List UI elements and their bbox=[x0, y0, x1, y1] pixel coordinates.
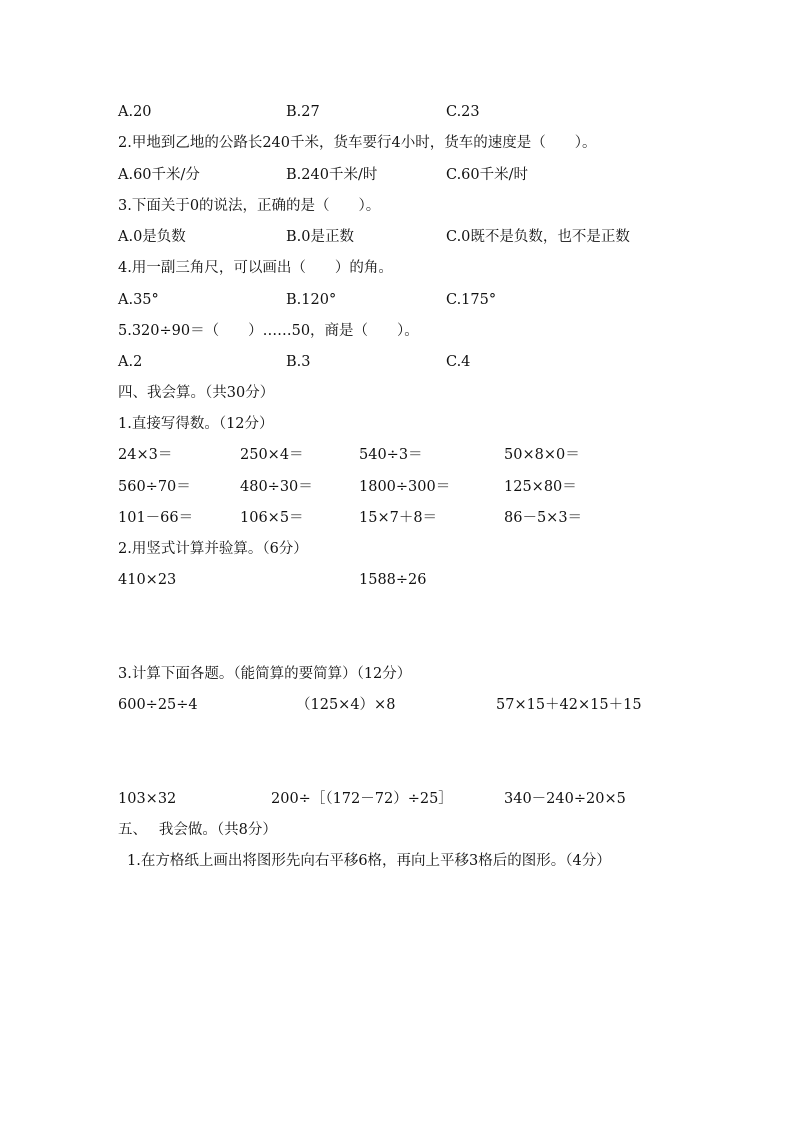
calc-item: 600÷25÷4 bbox=[118, 697, 198, 713]
calc-item: （125×4）×8 bbox=[296, 697, 396, 713]
calc-item: 57×15＋42×15＋15 bbox=[496, 697, 642, 713]
question-5: 5.320÷90＝（ ）……50，商是（ ）。 bbox=[118, 323, 419, 339]
subsection-heading: 1.在方格纸上画出将图形先向右平移6格，再向上平移3格后的图形。（4分） bbox=[127, 853, 611, 869]
calc-item: 340－240÷20×5 bbox=[504, 791, 626, 807]
question-3: 3.下面关于0的说法，正确的是（ ）。 bbox=[118, 198, 381, 214]
option-a: A.60千米/分 bbox=[118, 167, 200, 183]
option-c: C.175° bbox=[446, 292, 497, 308]
option-a: A.20 bbox=[118, 104, 152, 120]
calc-item: 200÷［（172－72）÷25］ bbox=[271, 791, 453, 807]
option-b: B.120° bbox=[286, 292, 337, 308]
mental-math-item: 101－66＝ bbox=[118, 510, 194, 526]
mental-math-item: 106×5＝ bbox=[240, 510, 304, 526]
question-4: 4.用一副三角尺，可以画出（ ）的角。 bbox=[118, 260, 393, 276]
mental-math-item: 540÷3＝ bbox=[359, 447, 423, 463]
option-c: C.4 bbox=[446, 354, 471, 370]
mental-math-item: 86－5×3＝ bbox=[504, 510, 583, 526]
mental-math-item: 50×8×0＝ bbox=[504, 447, 580, 463]
mental-math-item: 24×3＝ bbox=[118, 447, 173, 463]
section-heading: 四、我会算。（共30分） bbox=[118, 385, 275, 401]
question-2: 2.甲地到乙地的公路长240千米，货车要行4小时，货车的速度是（ ）。 bbox=[118, 135, 597, 151]
subsection-heading: 1.直接写得数。（12分） bbox=[118, 416, 274, 432]
option-b: B.3 bbox=[286, 354, 311, 370]
calc-item: 103×32 bbox=[118, 791, 177, 807]
option-a: A.35° bbox=[118, 292, 159, 308]
option-b: B.27 bbox=[286, 104, 320, 120]
mental-math-item: 250×4＝ bbox=[240, 447, 304, 463]
vertical-calc-item: 1588÷26 bbox=[359, 572, 427, 588]
option-a: A.2 bbox=[118, 354, 143, 370]
option-c: C.0既不是负数，也不是正数 bbox=[446, 229, 630, 245]
subsection-heading: 3.计算下面各题。（能简算的要简算）（12分） bbox=[118, 666, 412, 682]
mental-math-item: 15×7＋8＝ bbox=[359, 510, 438, 526]
section-heading: 五、 我会做。（共8分） bbox=[118, 822, 277, 838]
option-b: B.240千米/时 bbox=[286, 167, 378, 183]
vertical-calc-item: 410×23 bbox=[118, 572, 177, 588]
option-c: C.23 bbox=[446, 104, 480, 120]
option-a: A.0是负数 bbox=[118, 229, 186, 245]
subsection-heading: 2.用竖式计算并验算。（6分） bbox=[118, 541, 308, 557]
option-b: B.0是正数 bbox=[286, 229, 354, 245]
mental-math-item: 1800÷300＝ bbox=[359, 479, 451, 495]
mental-math-item: 560÷70＝ bbox=[118, 479, 191, 495]
mental-math-item: 125×80＝ bbox=[504, 479, 577, 495]
mental-math-item: 480÷30＝ bbox=[240, 479, 313, 495]
option-c: C.60千米/时 bbox=[446, 167, 529, 183]
